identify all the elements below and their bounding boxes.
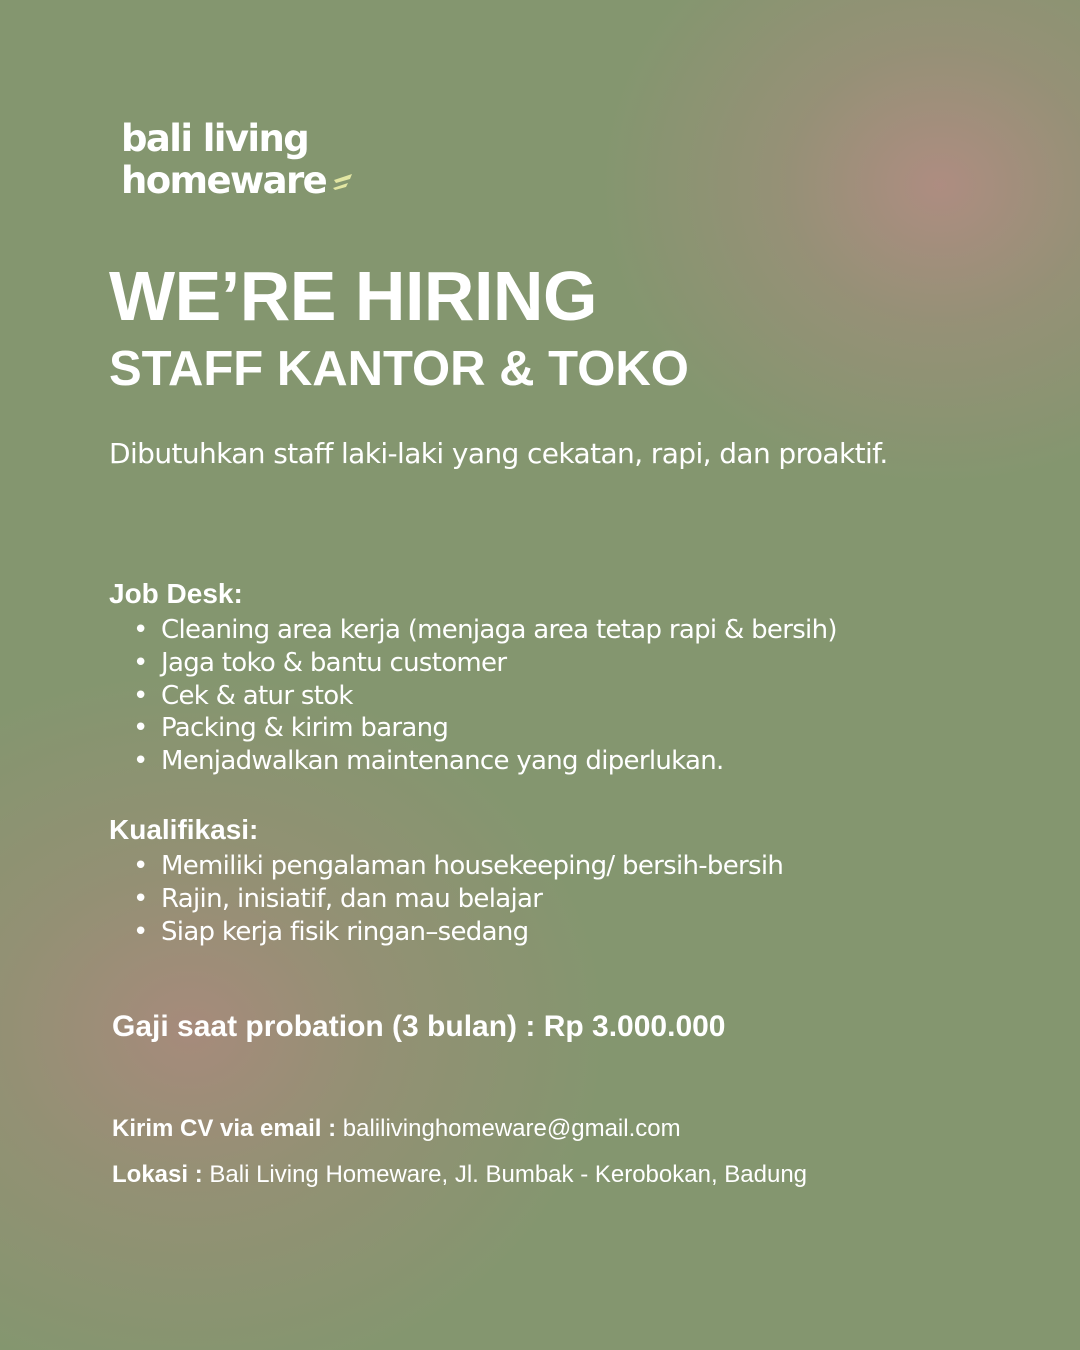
bullet-icon: •: [133, 713, 148, 744]
qualification-item: Siap kerja fisik ringan–sedang: [161, 916, 529, 947]
location-address: Bali Living Homeware, Jl. Bumbak - Kerobokan, Badung: [209, 1161, 808, 1188]
job-desk-item: Menjadwalkan maintenance yang diperlukan.: [161, 746, 724, 777]
salary-text: Gaji saat probation (3 bulan) : Rp 3.000.000: [112, 1010, 726, 1043]
list-item: [133, 916, 783, 949]
list-item: [133, 712, 837, 745]
qualification-item: Rajin, inisiatif, dan mau belajar: [161, 883, 543, 914]
job-desk-title: Job Desk:: [109, 578, 243, 609]
contact-email-line: [112, 1114, 681, 1144]
list-item: [133, 680, 837, 713]
brand-logo-line2-wrap: [121, 160, 357, 202]
list-item: [133, 745, 837, 778]
list-item: [133, 850, 783, 883]
leaf-swoosh-icon: [331, 170, 357, 192]
qualification-item: Memiliki pengalaman housekeeping/ bersih-bersih: [161, 851, 784, 881]
email-address[interactable]: balilivinghomeware@gmail.com: [342, 1115, 681, 1142]
brand-logo: [121, 118, 357, 202]
hiring-headline: WE’RE HIRING: [109, 257, 597, 335]
bullet-icon: •: [133, 615, 148, 645]
qualifications-list: [133, 850, 783, 948]
location-label: Lokasi :: [112, 1161, 203, 1188]
bullet-icon: •: [133, 680, 148, 711]
email-label: Kirim CV via email :: [112, 1115, 337, 1142]
job-desk-item: Jaga toko & bantu customer: [161, 647, 507, 678]
bullet-icon: •: [133, 647, 148, 678]
list-item: [133, 647, 837, 680]
job-desk-item: Packing & kirim barang: [161, 713, 449, 744]
bullet-icon: •: [133, 916, 148, 947]
brand-logo-line2: homeware: [121, 159, 327, 202]
job-desk-item: Cleaning area kerja (menjaga area tetap rapi & bersih): [161, 615, 837, 645]
bullet-icon: •: [133, 883, 148, 914]
brand-logo-line1: bali living: [121, 117, 309, 160]
bullet-icon: •: [133, 851, 148, 881]
intro-text: Dibutuhkan staff laki-laki yang cekatan, rapi, dan proaktif.: [109, 437, 888, 470]
job-desk-list: [133, 614, 837, 778]
location-line: [112, 1160, 807, 1190]
qualifications-title: Kualifikasi:: [109, 814, 259, 845]
job-desk-item: Cek & atur stok: [161, 680, 353, 711]
bullet-icon: •: [133, 746, 148, 777]
position-title: STAFF KANTOR & TOKO: [109, 342, 689, 396]
list-item: [133, 883, 783, 916]
list-item: [133, 614, 837, 647]
